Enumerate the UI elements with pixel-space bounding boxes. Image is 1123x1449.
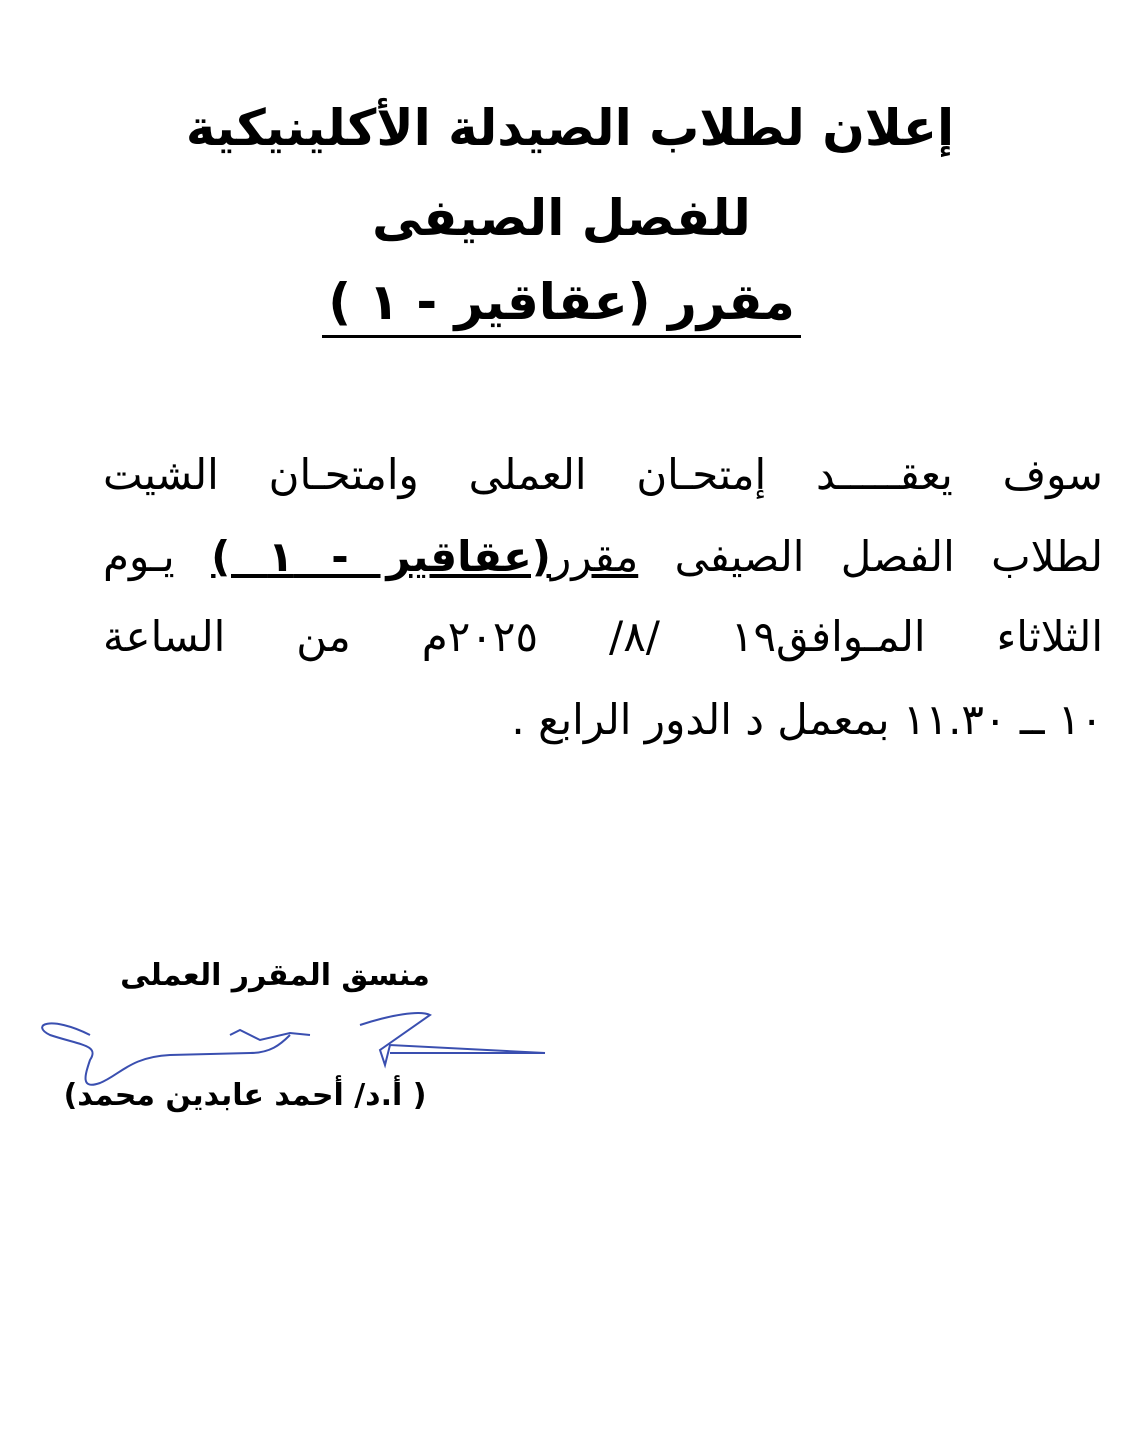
body-line-4: ١٠ ــ ١١.٣٠ بمعمل د الدور الرابع . — [511, 695, 1103, 744]
signatory-name: ( أ.د/ أحمد عابدين محمد) — [63, 1078, 427, 1113]
signatory-role: منسق المقرر العملى — [120, 958, 430, 993]
course-title-text: مقرر (عقاقير - ١ ) — [322, 273, 801, 338]
course-word: مقرر — [551, 532, 639, 581]
course-name: (عقاقير - ١ ) — [211, 532, 552, 581]
course-title — [0, 262, 1123, 342]
announcement-title: إعلان لطلاب الصيدلة الأكلينيكية — [185, 99, 955, 157]
body-line-1: سوف يعقـــــد إمتحـان العملى وامتحـان الشيت — [103, 450, 1103, 499]
body-line-2-d: يـوم — [103, 532, 212, 581]
semester-title: للفصل الصيفى — [372, 189, 751, 247]
body-line-2 — [103, 522, 1103, 592]
body-line-2-a: لطلاب الفصل الصيفى — [638, 532, 1103, 581]
body-line-3: الثلاثاء المـوافق١٩ /٨/ ٢٠٢٥م من الساعة — [103, 612, 1103, 661]
